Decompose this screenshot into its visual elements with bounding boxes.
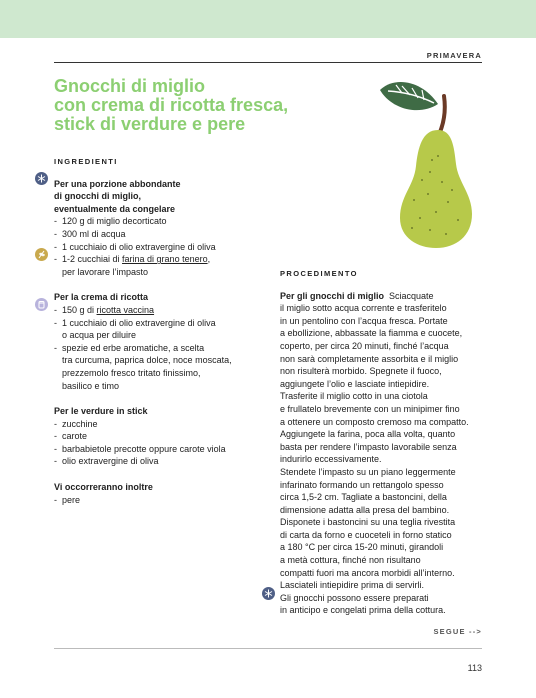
group-title: Vi occorreranno inoltre — [54, 482, 153, 493]
procedure-heading: PROCEDIMENTO — [280, 269, 358, 278]
list-item: - barbabietole precotte oppure carote viola — [54, 443, 274, 456]
ingredient-list — [54, 494, 274, 507]
section-label: PRIMAVERA — [426, 51, 482, 60]
list-item: - carote — [54, 430, 274, 443]
recipe-title: Gnocchi di miglio con crema di ricotta fresca, stick di verdure e pere — [54, 76, 289, 134]
jar-icon — [35, 298, 48, 311]
group-title: Per le verdure in stick — [54, 406, 148, 417]
ingredient-group-extra — [54, 481, 274, 506]
cross-reference-link[interactable]: farina di grano tenero — [122, 254, 208, 265]
list-item: - olio extravergine di oliva — [54, 455, 274, 468]
ingredient-list — [54, 304, 274, 392]
top-color-band — [0, 0, 536, 38]
list-item: - 1 cucchiaio di olio extravergine di oliva — [54, 241, 274, 254]
pear-illustration — [372, 70, 484, 250]
ingredient-list — [54, 418, 274, 468]
cross-reference-link[interactable]: ricotta vaccina — [96, 304, 155, 315]
list-item: - 1-2 cucchiai di farina di grano tenero, per lavorare l’impasto — [54, 253, 274, 278]
snowflake-icon — [35, 172, 48, 185]
ingredient-group-verdure — [54, 405, 274, 468]
procedure-lead: Per gli gnocchi di miglio — [280, 290, 385, 301]
page-number: 113 — [467, 663, 482, 673]
group-title: Per una porzione abbondante di gnocchi di miglio, eventualmente da congelare — [54, 178, 181, 214]
footer-divider — [54, 648, 482, 649]
group-title: Per la crema di ricotta — [54, 292, 149, 303]
list-item: - zucchine — [54, 418, 274, 431]
ingredient-group-ricotta — [54, 291, 274, 392]
ingredients-heading: INGREDIENTI — [54, 157, 118, 166]
list-item: - 300 ml di acqua — [54, 228, 274, 241]
ingredients-column — [54, 156, 274, 519]
list-item: - 120 g di miglio decorticato — [54, 215, 274, 228]
snowflake-icon — [262, 587, 275, 600]
header-divider — [54, 62, 482, 63]
ingredient-list — [54, 215, 274, 278]
continue-indicator: SEGUE --> — [433, 627, 482, 636]
list-item: - 150 g di ricotta vaccina — [54, 304, 274, 317]
ingredient-group-gnocchi — [54, 178, 274, 279]
wheat-icon — [35, 248, 48, 261]
list-item: - pere — [54, 494, 274, 507]
list-item: - 1 cucchiaio di olio extravergine di oliva o acqua per diluire — [54, 317, 274, 342]
procedure-text: Per gli gnocchi di miglio Sciacquate il miglio sotto acqua corrente e trasferitelo in un pentolino con l’acqua fresca. Portate a ebollizione, abbassate la fiamma e cuocete, coperto, per circa 20 minuti, finché l’acqua non sarà completamente assorbita e il miglio non risulterà morbido. Spegnete il fuoco, aggiungete l’olio e lasciate intiepidire. Trasferite il miglio cotto in una ciotola e frullatelo brevemente con un minipimer fino a ottenere un composto cremoso ma compatto. Aggiungete la farina, poca alla volta, quanto basta per rendere l’impasto lavorabile senza indurirlo eccessivamente. Stendete l’impasto su un piano leggermente infarinato formando un rettangolo spesso circa 1,5-2 cm. Tagliate a bastoncini, della dimensione adatta alla presa del bambino. Disponete i bastoncini su una teglia rivestita di carta da forno e cuoceteli in forno statico a 180 °C per circa 15-20 minuti, girandoli a metà cottura, finché non risultano compatti fuori ma ancora morbidi all’interno. Lasciateli intiepidire prima di servirli. Gli gnocchi possono essere preparati in anticipo e congelati prima della cottura. — [280, 290, 469, 616]
list-item: - spezie ed erbe aromatiche, a scelta tra curcuma, paprica dolce, noce moscata, prezzemolo fresco tritato finissimo, basilico e timo — [54, 342, 274, 392]
procedure-column — [280, 268, 485, 617]
